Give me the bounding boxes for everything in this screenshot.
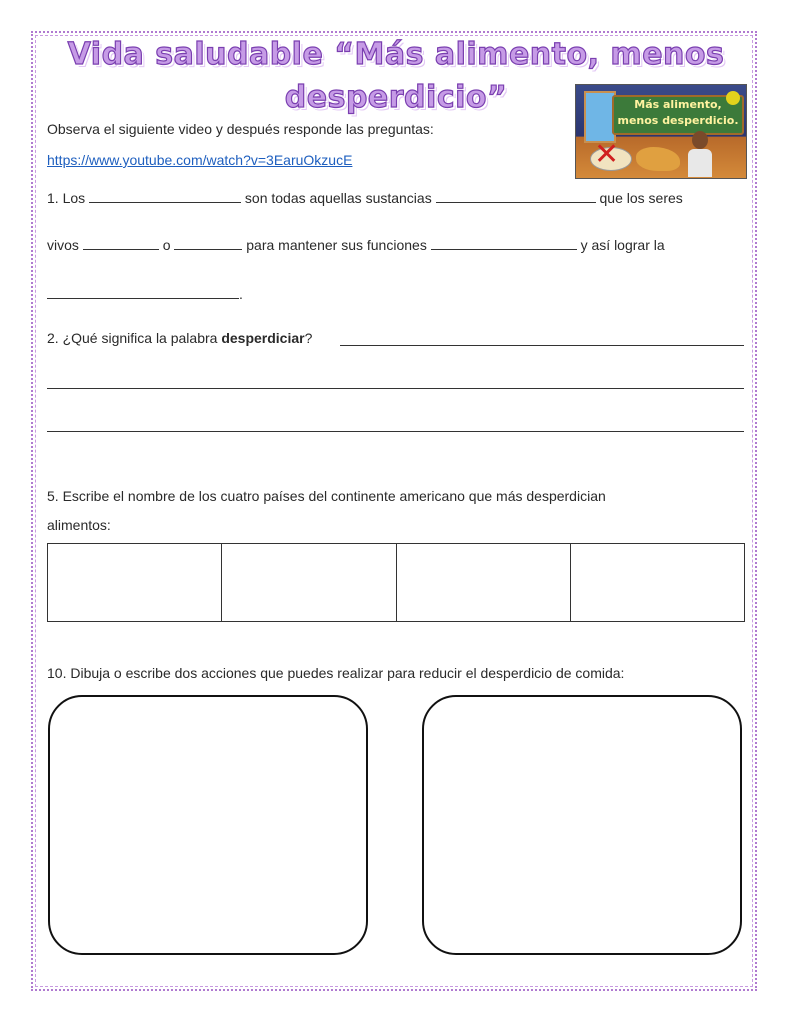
q1-line3: [47, 284, 243, 302]
q2-answer-line-2[interactable]: [47, 388, 744, 389]
country-cell-1[interactable]: [48, 544, 222, 621]
thumbnail-line1: Más alimento,: [634, 98, 722, 111]
q2-suffix: ?: [304, 330, 313, 346]
thumbnail-line2: menos desperdicio.: [617, 114, 739, 127]
q1-blank-5[interactable]: [431, 235, 577, 250]
q2-prefix: 2. ¿Qué significa la palabra: [47, 330, 222, 346]
worksheet-title-line2: desperdicio”: [284, 80, 508, 115]
action-drawing-box-1[interactable]: [48, 695, 368, 955]
q2-answer-line-1[interactable]: [340, 345, 744, 346]
countries-answer-table: [47, 543, 745, 622]
q2-question: [47, 330, 312, 346]
country-cell-2[interactable]: [222, 544, 396, 621]
worksheet-title-line1: Vida saludable “Más alimento, menos: [67, 37, 725, 72]
q1-blank-3[interactable]: [83, 235, 159, 250]
action-drawing-box-2[interactable]: [422, 695, 742, 955]
q1-blank-6[interactable]: [47, 284, 239, 299]
q1-text-g: y así lograr la: [580, 237, 665, 253]
q2-answer-line-3[interactable]: [47, 431, 744, 432]
q10-question: 10. Dibuja o escribe dos acciones que puedes realizar para reducir el desperdicio de comida:: [47, 665, 625, 681]
cross-icon: ✕: [594, 138, 620, 171]
country-cell-4[interactable]: [571, 544, 744, 621]
q1-line1: [47, 188, 683, 206]
q1-text-d: vivos: [47, 237, 79, 253]
q2-keyword: desperdiciar: [221, 330, 305, 346]
food-illustration: [636, 147, 680, 171]
video-link[interactable]: https://www.youtube.com/watch?v=3EaruOkzucE: [47, 152, 353, 168]
q5-question-line1: 5. Escribe el nombre de los cuatro países del continente americano que más desperdician: [47, 488, 606, 504]
q1-blank-1[interactable]: [89, 188, 241, 203]
country-cell-3[interactable]: [397, 544, 571, 621]
q1-text-f: para mantener sus funciones: [246, 237, 427, 253]
thumbnail-banner: [612, 95, 744, 135]
q1-text-e: o: [162, 237, 171, 253]
q1-text-h: .: [239, 286, 243, 302]
q1-text-b: son todas aquellas sustancias: [244, 190, 432, 206]
q1-blank-2[interactable]: [436, 188, 596, 203]
video-thumbnail: [575, 84, 747, 179]
q1-line2: [47, 235, 665, 253]
q1-text-a: 1. Los: [47, 190, 86, 206]
intro-instruction: Observa el siguiente video y después responde las preguntas:: [47, 121, 434, 137]
virus-icon: [726, 91, 740, 105]
q1-blank-4[interactable]: [174, 235, 242, 250]
q1-text-c: que los seres: [599, 190, 683, 206]
q5-question-line2: alimentos:: [47, 517, 111, 533]
teacher-avatar: [686, 131, 714, 177]
